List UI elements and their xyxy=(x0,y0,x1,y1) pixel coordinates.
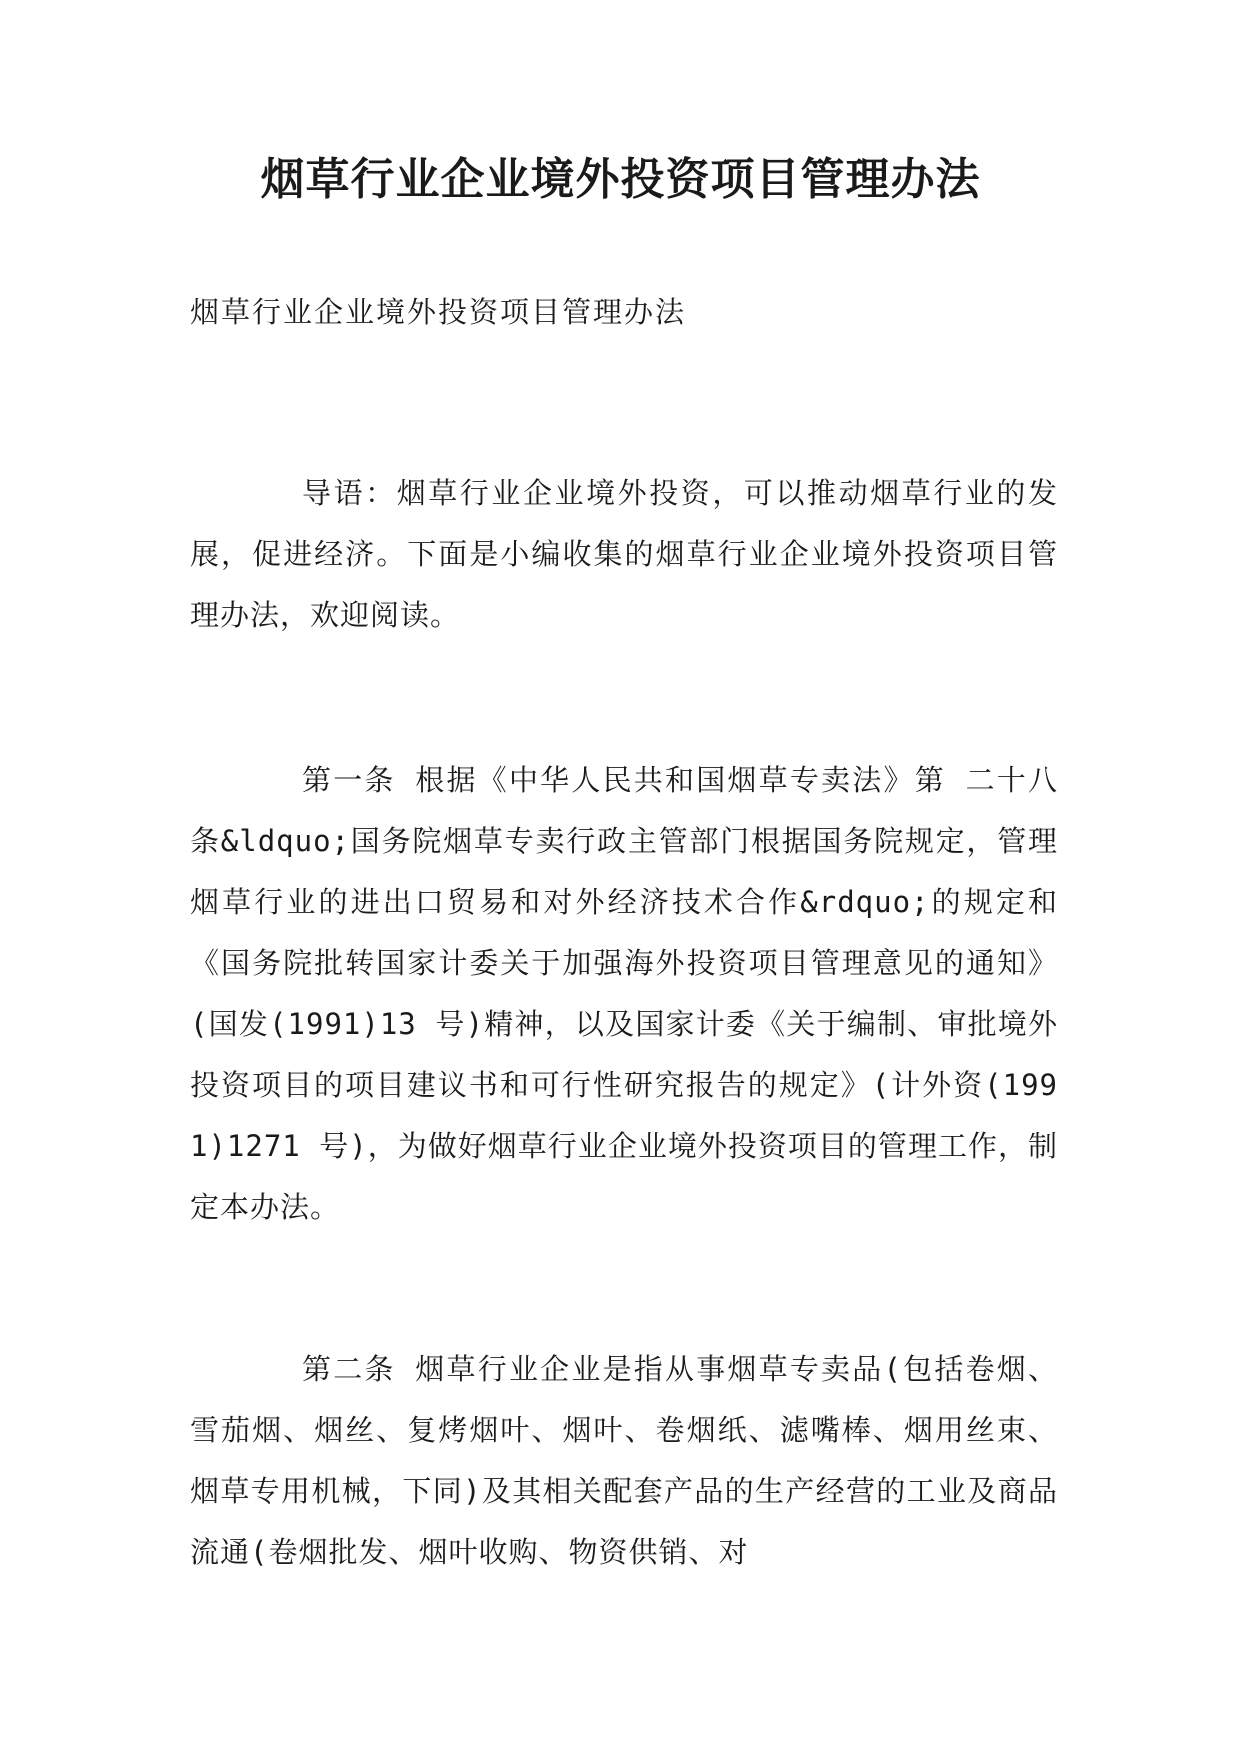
paragraph-article-1: 第一条 根据《中华人民共和国烟草专卖法》第 二十八条&ldquo;国务院烟草专卖行政主管部门根据国务院规定，管理烟草行业的进出口贸易和对外经济技术合作&rdquo;的规定和《国务院批转国家计委关于加强海外投资项目管理意见的通知》(国发(1991)13 号)精神，以及国家计委《关于编制、审批境外投资项目的项目建议书和可行性研究报告的规定》(计外资(1991)1271 号)，为做好烟草行业企业境外投资项目的管理工作，制定本办法。 xyxy=(190,763,1058,1224)
document-subtitle: 烟草行业企业境外投资项目管理办法 xyxy=(190,295,687,329)
paragraph-introduction: 导语：烟草行业企业境外投资，可以推动烟草行业的发展，促进经济。下面是小编收集的烟草行业企业境外投资项目管理办法，欢迎阅读。 xyxy=(190,476,1058,632)
document-title: 烟草行业企业境外投资项目管理办法 xyxy=(260,154,981,205)
paragraph-article-2: 第二条 烟草行业企业是指从事烟草专卖品(包括卷烟、雪茄烟、烟丝、复烤烟叶、烟叶、卷烟纸、滤嘴棒、烟用丝束、烟草专用机械，下同)及其相关配套产品的生产经营的工业及商品流通(卷烟批发、烟叶收购、物资供销、对 xyxy=(190,1352,1058,1569)
